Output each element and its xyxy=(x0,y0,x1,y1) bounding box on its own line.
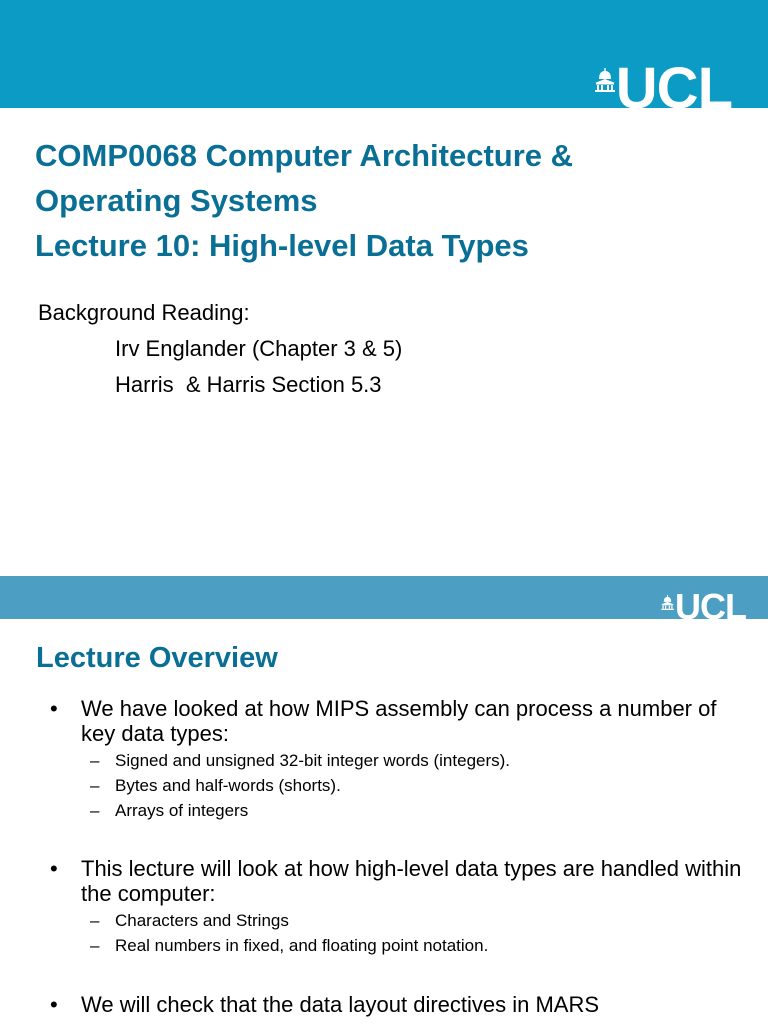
sub-marker: – xyxy=(90,751,100,770)
bullet-marker: • xyxy=(50,856,58,881)
reading-item: Irv Englander (Chapter 3 & 5) xyxy=(115,336,403,361)
sub-marker: – xyxy=(90,936,100,955)
ucl-portico-icon xyxy=(595,68,615,92)
ucl-portico-icon xyxy=(661,595,674,610)
ucl-logo xyxy=(661,586,746,627)
sub-text: Real numbers in fixed, and floating point notation. xyxy=(115,936,489,955)
page-title xyxy=(35,133,755,268)
sub-item xyxy=(90,748,750,773)
sub-text: Bytes and half-words (shorts). xyxy=(115,776,341,795)
bullet-text: We have looked at how MIPS assembly can process a number of key data types: xyxy=(81,696,717,746)
reading-item: Harris & Harris Section 5.3 xyxy=(115,372,382,397)
bullet-item xyxy=(50,856,750,906)
ucl-logo xyxy=(595,56,732,121)
sub-text: Characters and Strings xyxy=(115,911,289,930)
bullet-text: We will check that the data layout directives in MARS xyxy=(81,992,600,1017)
sub-marker: – xyxy=(90,801,100,820)
title-line-3: Lecture 10: High-level Data Types xyxy=(35,228,529,263)
section-title: Lecture Overview xyxy=(36,642,278,674)
bullet-item xyxy=(50,992,750,1017)
sub-item xyxy=(90,908,750,933)
sub-text: Arrays of integers xyxy=(115,801,249,820)
bullet-item xyxy=(50,696,750,746)
bullet-marker: • xyxy=(50,696,58,721)
reading-label: Background Reading: xyxy=(38,300,250,325)
title-line-1: COMP0068 Computer Architecture & xyxy=(35,138,574,173)
sub-item xyxy=(90,798,750,823)
title-line-2: Operating Systems xyxy=(35,183,318,218)
background-reading xyxy=(38,295,402,403)
logo-wordmark: UCL xyxy=(675,586,746,627)
sub-marker: – xyxy=(90,911,100,930)
sub-marker: – xyxy=(90,776,100,795)
header-band xyxy=(0,576,768,619)
bullet-marker: • xyxy=(50,992,58,1017)
sub-item xyxy=(90,773,750,798)
sub-item xyxy=(90,933,750,958)
sub-text: Signed and unsigned 32-bit integer words (integers). xyxy=(115,751,511,770)
bullet-text: This lecture will look at how high-level data types are handled within the computer: xyxy=(81,856,742,906)
logo-wordmark: UCL xyxy=(615,56,732,121)
